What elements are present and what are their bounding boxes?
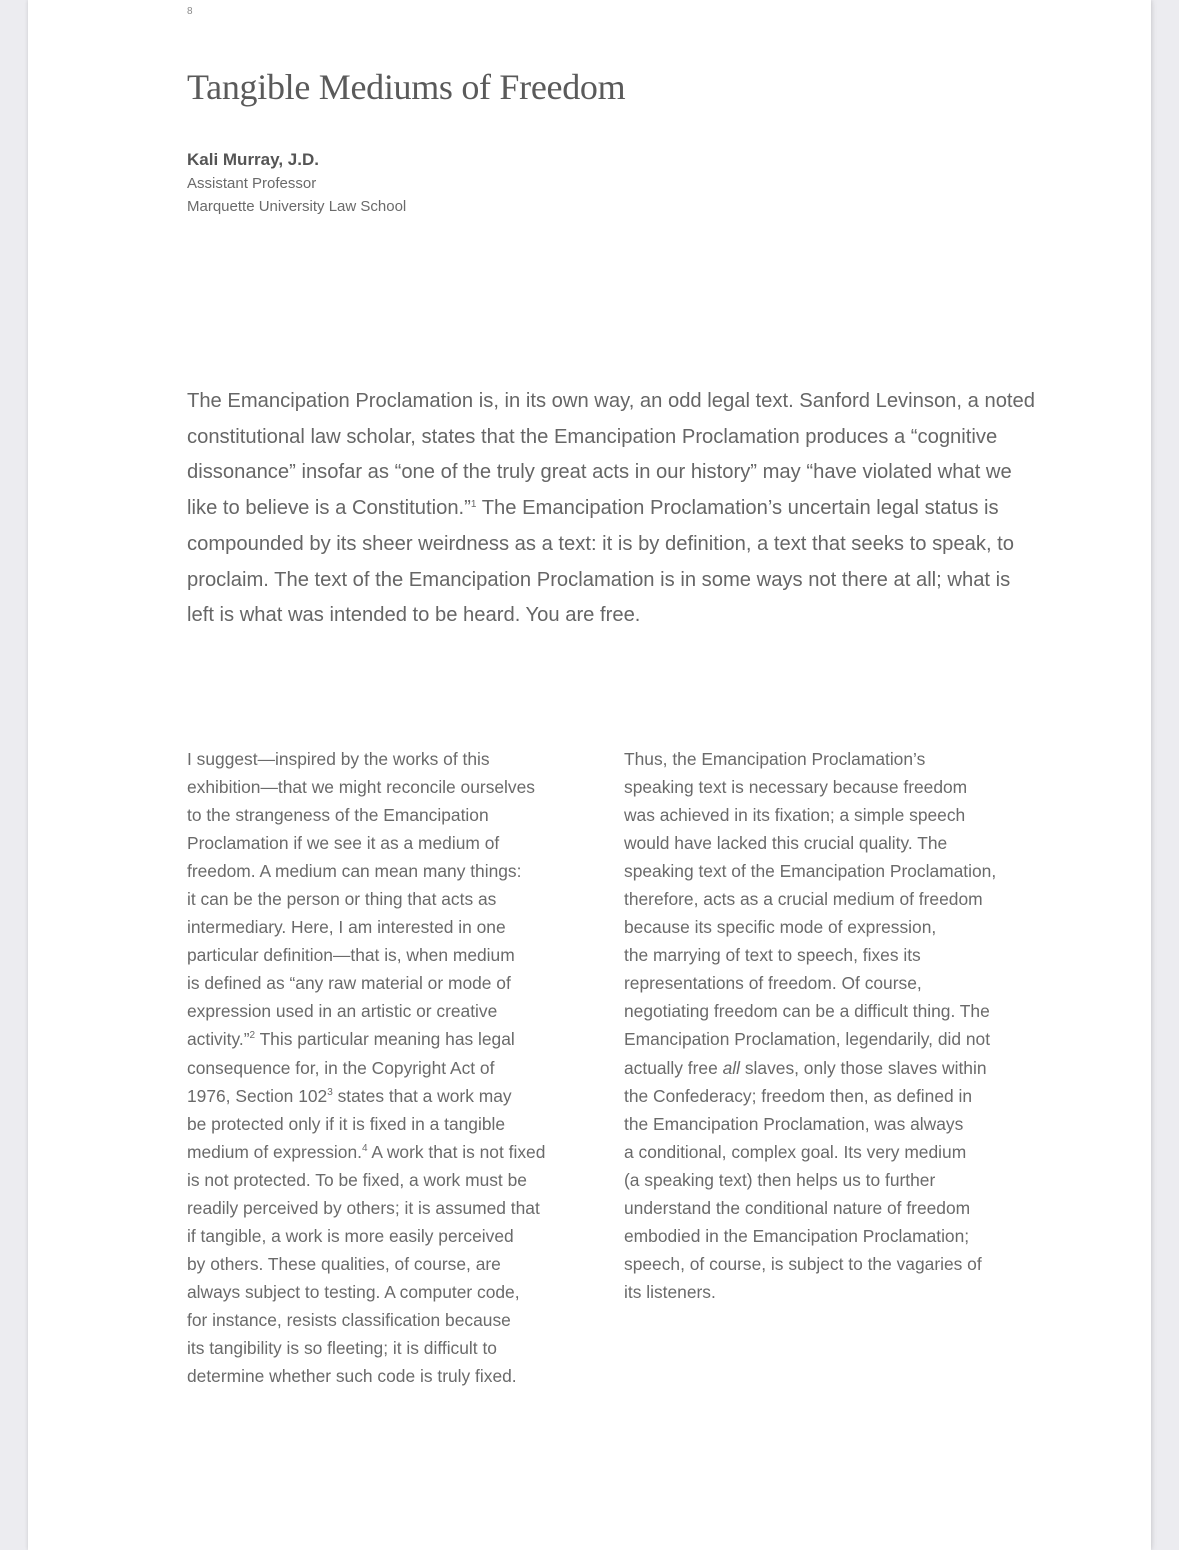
footnote-ref[interactable]: 4 bbox=[361, 1142, 368, 1154]
text-line: speaking text of the Emancipation Proclamation, bbox=[624, 861, 997, 882]
text-line: (a speaking text) then helps us to further bbox=[624, 1169, 936, 1190]
article-title: Tangible Mediums of Freedom bbox=[187, 67, 626, 107]
author-name: Kali Murray, J.D. bbox=[187, 150, 319, 169]
text-line: Emancipation Proclamation, legendarily, did not bbox=[624, 1029, 991, 1050]
text-line bbox=[187, 1082, 545, 1110]
intro-text: The Emancipation Proclamation is, in its own way, an odd legal text. Sanford Levinson, a noted constitutional law scholar, states that the Emancipation Proclamation produces a “cognitive dissonance” insofar as “one of the truly great acts in our history” may “have violated what we like to believe is a Constitution.” bbox=[187, 390, 1035, 520]
text-segment: medium of expression. bbox=[187, 1141, 362, 1162]
text-line: expression used in an artistic or creative bbox=[187, 1001, 498, 1022]
footnote-ref[interactable]: 1 bbox=[470, 499, 477, 511]
text-line: therefore, acts as a crucial medium of freedom bbox=[624, 889, 983, 910]
text-line: a conditional, complex goal. Its very medium bbox=[624, 1141, 967, 1162]
text-line: freedom. A medium can mean many things: bbox=[187, 861, 522, 882]
text-line: readily perceived by others; it is assumed that bbox=[187, 1197, 540, 1218]
text-line bbox=[624, 1054, 996, 1082]
text-line: speech, of course, is subject to the vagaries of bbox=[624, 1253, 982, 1274]
text-segment: A work that is not fixed bbox=[367, 1141, 546, 1162]
text-line: it can be the person or thing that acts as bbox=[187, 889, 497, 910]
text-line: is not protected. To be fixed, a work must be bbox=[187, 1169, 527, 1190]
footnote-ref[interactable]: 3 bbox=[327, 1086, 333, 1098]
text-line: to the strangeness of the Emancipation bbox=[187, 805, 489, 826]
text-line bbox=[187, 1138, 545, 1166]
text-line: consequence for, in the Copyright Act of bbox=[187, 1057, 495, 1078]
text-line: because its specific mode of expression, bbox=[624, 917, 937, 938]
author-affiliation: Marquette University Law School bbox=[187, 198, 407, 215]
text-segment: slaves, only those slaves within bbox=[740, 1057, 987, 1078]
text-line: is defined as “any raw material or mode of bbox=[187, 973, 511, 994]
page-number: 8 bbox=[187, 6, 193, 17]
text-line: understand the conditional nature of freedom bbox=[624, 1197, 971, 1218]
text-line: was achieved in its fixation; a simple speech bbox=[624, 805, 966, 826]
text-line: its tangibility is so fleeting; it is difficult to bbox=[187, 1337, 497, 1358]
text-line: the marrying of text to speech, fixes its bbox=[624, 945, 921, 966]
text-line: if tangible, a work is more easily perceived bbox=[187, 1225, 514, 1246]
text-segment: actually free bbox=[624, 1057, 723, 1078]
author-block bbox=[187, 148, 406, 218]
intro-paragraph bbox=[187, 384, 1037, 634]
author-position: Assistant Professor bbox=[187, 175, 317, 192]
text-line: its listeners. bbox=[624, 1281, 716, 1302]
text-line: negotiating freedom can be a difficult thing. The bbox=[624, 1001, 990, 1022]
text-line: the Confederacy; freedom then, as defined in bbox=[624, 1085, 973, 1106]
text-line: Thus, the Emancipation Proclamation’s bbox=[624, 749, 926, 769]
text-line: I suggest—inspired by the works of this bbox=[187, 749, 490, 769]
intro-text: The Emancipation Proclamation’s uncertain legal status is compounded by its sheer weirdness as a text: it is by definition, a text that seeks to speak, to proclaim. The text of the Emancipation Proclamation is in some ways not there at all; what is left is what was intended to be heard. You are free. bbox=[187, 497, 1015, 627]
text-segment: This particular meaning has legal bbox=[255, 1029, 515, 1050]
text-line: speaking text is necessary because freedom bbox=[624, 777, 968, 798]
right-column bbox=[624, 745, 996, 1306]
text-line: intermediary. Here, I am interested in one bbox=[187, 917, 506, 938]
text-segment: states that a work may bbox=[332, 1085, 512, 1106]
text-line: representations of freedom. Of course, bbox=[624, 973, 922, 994]
text-line: Proclamation if we see it as a medium of bbox=[187, 833, 500, 854]
emphasis-text: all bbox=[722, 1057, 741, 1078]
text-line: the Emancipation Proclamation, was always bbox=[624, 1113, 964, 1134]
text-line: be protected only if it is fixed in a tangible bbox=[187, 1113, 506, 1134]
text-segment: 1976, Section 102 bbox=[187, 1085, 328, 1106]
text-line: embodied in the Emancipation Proclamation; bbox=[624, 1225, 970, 1246]
text-segment: activity.” bbox=[187, 1029, 250, 1050]
text-line: would have lacked this crucial quality. The bbox=[624, 833, 948, 854]
text-line: always subject to testing. A computer code, bbox=[187, 1281, 520, 1302]
text-line: by others. These qualities, of course, are bbox=[187, 1253, 501, 1274]
text-line: exhibition—that we might reconcile ourselves bbox=[187, 777, 535, 798]
text-line bbox=[187, 1025, 545, 1053]
text-line: for instance, resists classification because bbox=[187, 1309, 511, 1330]
text-line: determine whether such code is truly fixed. bbox=[187, 1366, 517, 1387]
footnote-ref[interactable]: 2 bbox=[249, 1030, 256, 1042]
text-line: particular definition—that is, when medium bbox=[187, 945, 515, 966]
document-page bbox=[28, 0, 1151, 1550]
left-column bbox=[187, 745, 545, 1390]
